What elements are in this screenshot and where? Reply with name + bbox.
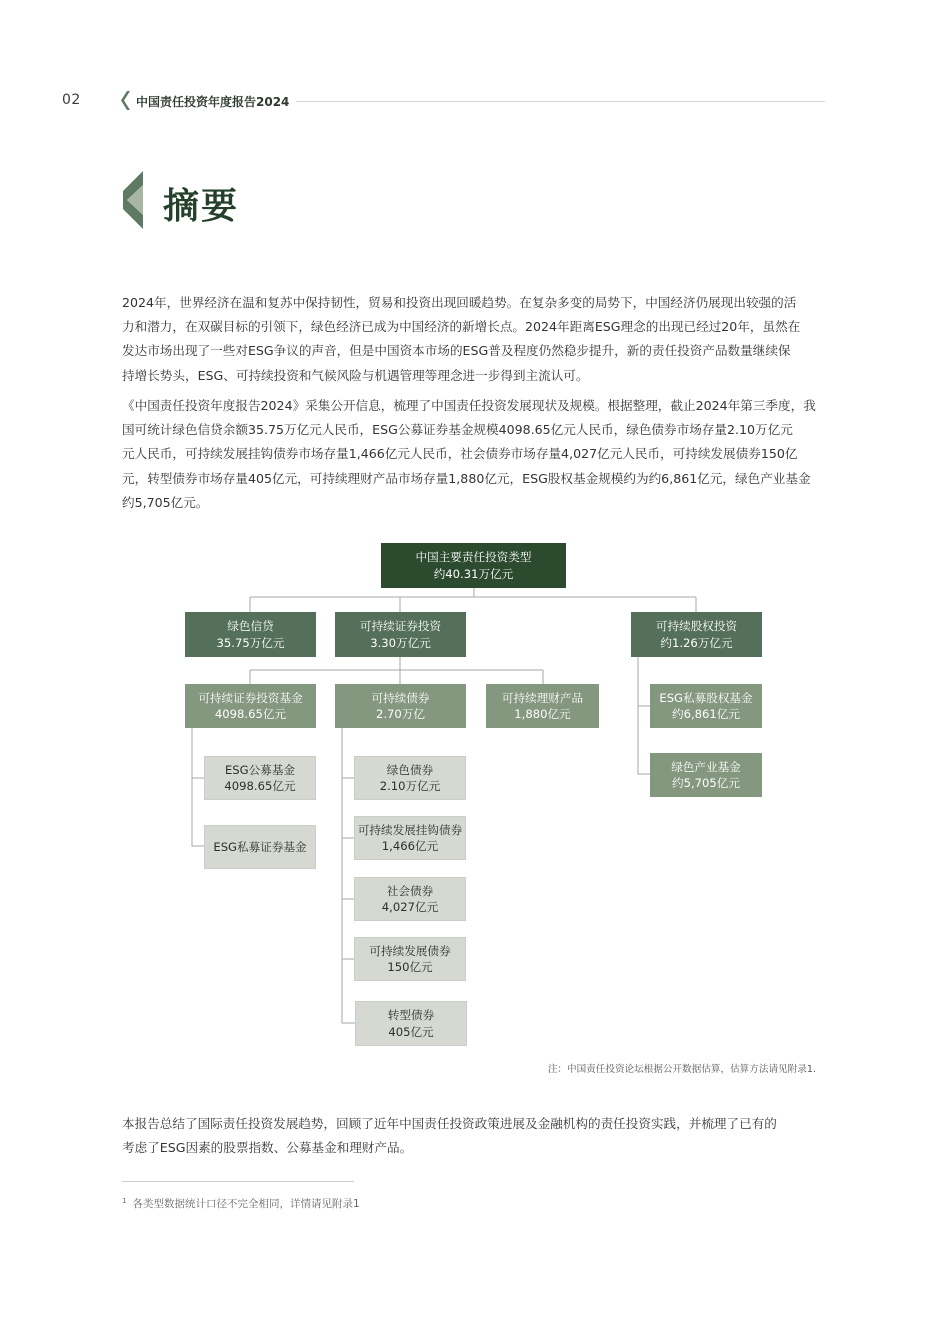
chart-label: 中国主要责任投资类型	[415, 550, 532, 564]
chart-label: ESG公募基金	[224, 762, 296, 777]
chart-esg-private-equity	[650, 684, 762, 728]
chart-value: 150亿元	[387, 960, 433, 974]
text-line: 发达市场出现了一些对ESG争议的声音，但是中国资本市场的ESG普及程度仍然稳步提升，新的责任投资产品数量继续保	[122, 343, 791, 359]
chart-value: 约1.26万亿元	[660, 635, 733, 650]
chart-label: 可持续股权投资	[655, 619, 738, 633]
text-line: 本报告总结了国际责任投资发展趋势，回顾了近年中国责任投资政策进展及金融机构的责任投资实践，并梳理了已有的	[122, 1116, 777, 1131]
chart-root	[381, 543, 566, 588]
chart-value: 4098.65亿元	[224, 779, 296, 793]
chart-value: 约40.31万亿元	[433, 566, 514, 581]
chart-note: 注：中国责任投资论坛根据公开数据估算，估算方法请见附录1.	[547, 1064, 816, 1075]
text-line: 《中国责任投资年度报告2024》采集公开信息，梳理了中国责任投资发展现状及规模。根据整理，截止2024年第三季度，我	[122, 398, 816, 413]
footnote-divider	[122, 1181, 354, 1182]
chart-label: 绿色信贷	[227, 619, 274, 633]
chart-sustainable-equity	[631, 612, 762, 657]
chart-green-bond	[354, 756, 466, 800]
text-line: 持增长势头，ESG、可持续投资和气候风险与机遇管理等理念进一步得到主流认可。	[122, 367, 589, 383]
text-line: 元，转型债券市场存量405亿元，可持续理财产品市场存量1,880亿元，ESG股权基金规模约为约6,861亿元，绿色产业基金	[122, 470, 811, 486]
footnote-marker: 1	[122, 1196, 127, 1205]
text-line: 力和潜力，在双碳目标的引领下，绿色经济已成为中国经济的新增长点。2024年距离ESG理念的出现已经过20年，虽然在	[122, 319, 801, 335]
chart-sustainability-bond	[354, 937, 466, 981]
chart-slb	[354, 816, 466, 860]
chart-sustainable-bonds	[335, 684, 466, 728]
closing-paragraph	[122, 1112, 826, 1160]
chart-value: 4098.65亿元	[214, 707, 287, 721]
chart-value: 2.10万亿元	[379, 779, 441, 793]
page-number: 02	[62, 92, 81, 108]
text-line: 考虑了ESG因素的股票指数、公募基金和理财产品。	[122, 1140, 413, 1156]
text-line: 国可统计绿色信贷余额35.75万亿元人民币，ESG公募证券基金规模4098.65亿元人民币，绿色债券市场存量2.10万亿元	[122, 422, 793, 438]
chart-label: 绿色产业基金	[671, 759, 741, 774]
chart-social-bond	[354, 877, 466, 921]
text-line: 元人民币，可持续发展挂钩债券市场存量1,466亿元人民币，社会债券市场存量4,027亿元人民币，可持续发展债券150亿	[122, 446, 798, 462]
chart-label: 可持续证券投资	[359, 619, 442, 633]
report-title: 中国责任投资年度报告2024	[136, 95, 290, 109]
chart-wealth-products	[486, 684, 599, 728]
chart-sustainable-securities	[335, 612, 466, 657]
chart-esg-public-fund	[204, 756, 316, 800]
chart-label: 转型债券	[387, 1008, 435, 1022]
chart-securities-fund	[185, 684, 316, 728]
chart-label: 可持续理财产品	[501, 690, 584, 705]
chart-label: 社会债券	[386, 883, 434, 898]
chart-label: 可持续债券	[371, 690, 430, 705]
chart-value: 约6,861亿元	[672, 707, 740, 721]
footnote-text: 各类型数据统计口径不完全相同，详情请见附录1	[132, 1198, 360, 1210]
text-line: 约5,705亿元。	[122, 494, 209, 510]
chart-green-credit	[185, 612, 316, 657]
chart-value: 1,466亿元	[381, 839, 439, 853]
chart-label: 可持续发展挂钩债券	[357, 822, 463, 837]
chart-label: ESG私募股权基金	[659, 690, 753, 705]
chart-transition-bond	[355, 1001, 467, 1046]
chart-label: 可持续证券投资基金	[198, 690, 303, 705]
chart-esg-private-securities	[204, 825, 316, 869]
chart-value: 2.70万亿	[375, 707, 425, 721]
footnote	[122, 1196, 360, 1211]
chart-value: 约5,705亿元	[672, 776, 740, 790]
text-line: 2024年，世界经济在温和复苏中保持韧性，贸易和投资出现回暖趋势。在复杂多变的局势下，中国经济仍展现出较强的活	[122, 295, 797, 310]
chart-value: 3.30万亿元	[370, 635, 431, 650]
chart-label: 可持续发展债券	[369, 943, 451, 958]
chart-label: ESG私募证券基金	[213, 839, 307, 854]
section-title: 摘要	[163, 186, 240, 227]
chart-value: 405亿元	[388, 1024, 434, 1039]
chart-green-industry-fund	[650, 753, 762, 797]
chart-label: 绿色债券	[386, 762, 434, 777]
chart-value: 1,880亿元	[514, 707, 571, 721]
chart-value: 4,027亿元	[381, 900, 439, 914]
chart-value: 35.75万亿元	[216, 635, 285, 650]
